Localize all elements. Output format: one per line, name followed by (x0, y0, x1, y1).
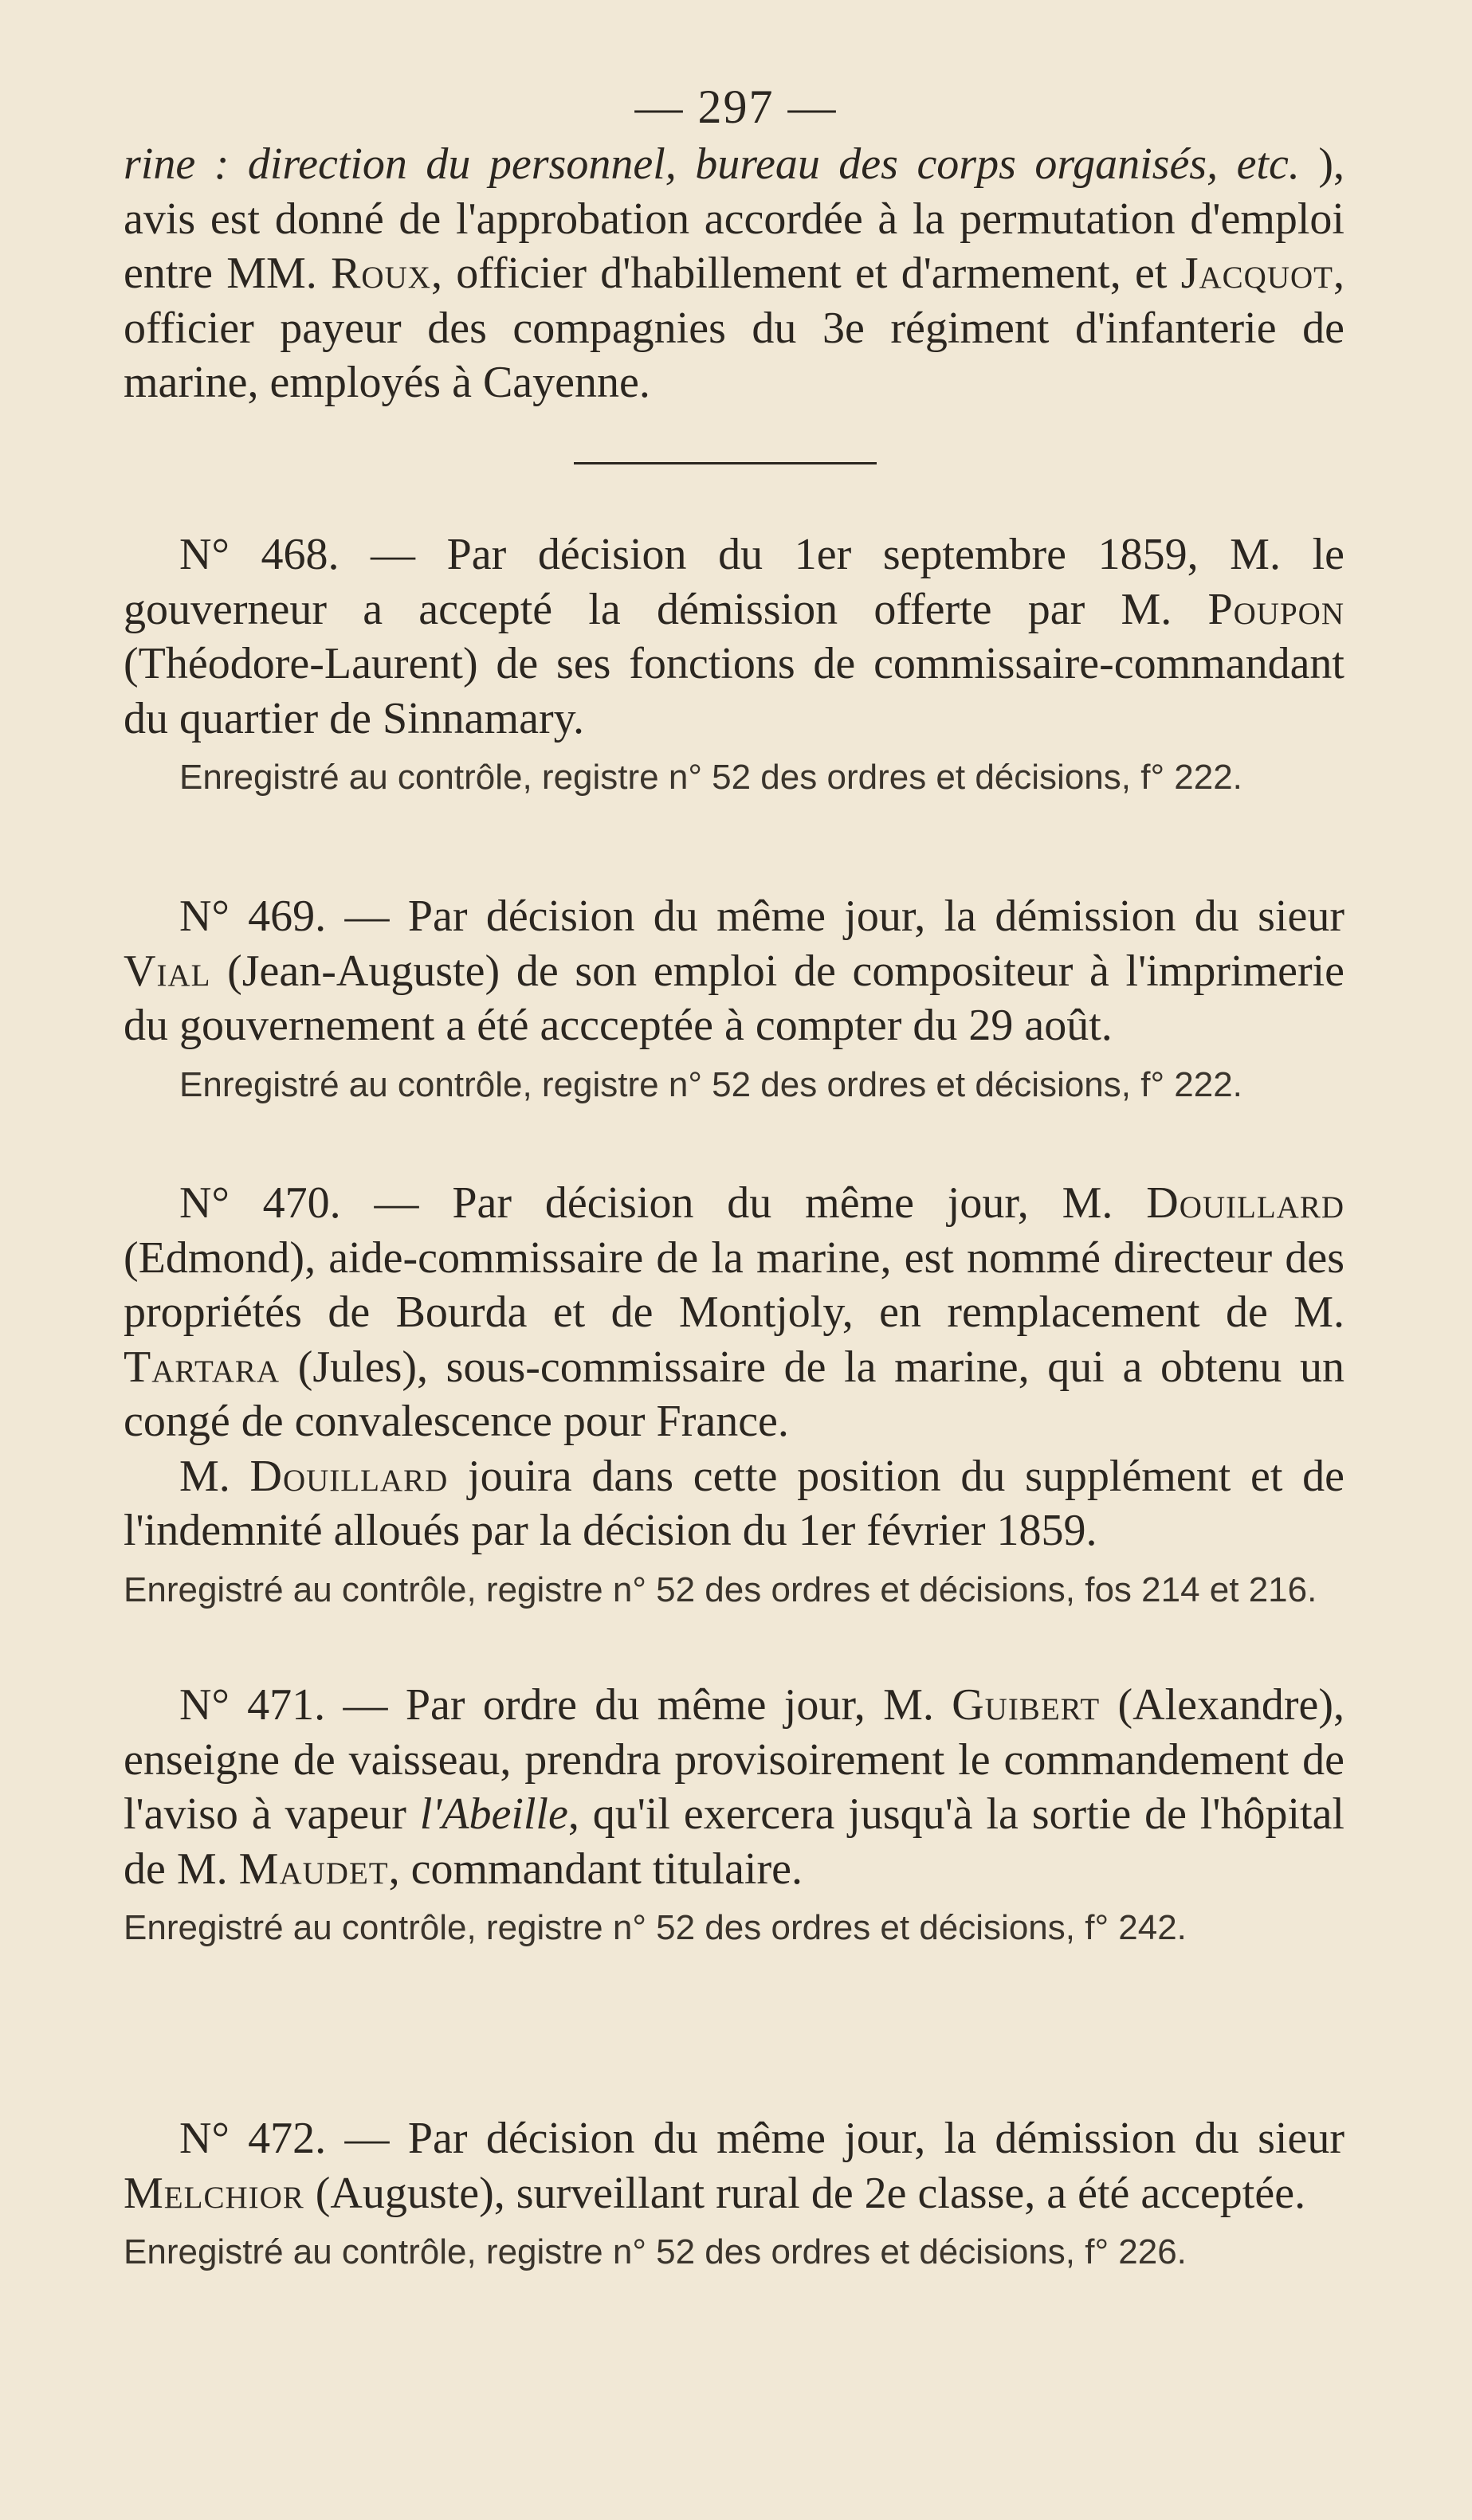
entry-tail: (Jean-Auguste) de son emploi de compositeur à l'imprimerie du gouvernement a été accceptée à compter du 29 août. (124, 946, 1344, 1050)
entry-469 (124, 889, 1344, 1111)
entry-text (124, 1678, 1344, 1896)
entry-p2-head: M. (179, 1451, 250, 1501)
entry-text (124, 889, 1344, 1053)
intro-italic-text: rine : direction du personnel, bureau des corps organisés, etc. (124, 139, 1300, 189)
intro-text-a: ), avis est donné de l'approbation accordée à la permutation d'emploi entre MM. (124, 139, 1344, 298)
person-name: Douillard (1146, 1178, 1344, 1228)
entry-head: N° 472. — Par décision du même jour, la démission du sieur (179, 2114, 1344, 2163)
person-name-2: Maudet (238, 1844, 389, 1894)
entry-tail: , commandant titulaire. (388, 1844, 803, 1894)
entry-text-2 (124, 1449, 1344, 1558)
entry-p2-tail: jouira dans cette position du supplément et de l'indemnité alloués par la décision du 1er février 1859. (124, 1451, 1344, 1555)
entry-468 (124, 527, 1344, 803)
intro-paragraph (124, 137, 1344, 410)
entry-mid: (Edmond), aide-commissaire de la marine, est nommé directeur des propriétés de Bourda et de Montjoly, en remplacement de M. (124, 1233, 1344, 1337)
entry-head: N° 470. — Par décision du même jour, M. (179, 1178, 1147, 1228)
entry-head: N° 471. — Par ordre du même jour, M. (179, 1680, 952, 1730)
entry-tail: (Jules), sous-commissaire de la marine, qui a obtenu un congé de convalescence pour France. (124, 1342, 1344, 1446)
separator-rule (574, 462, 877, 464)
registration-note: Enregistré au contrôle, registre n° 52 des ordres et décisions, f° 226. (124, 2232, 1187, 2271)
entry-mid-2: , qu'il exercera jusqu'à la sortie de l'hôpital de M. (124, 1789, 1344, 1894)
entry-head: N° 469. — Par décision du même jour, la démission du sieur (179, 892, 1344, 941)
entry-head: N° 468. — Par décision du 1er septembre 1859, M. le gouverneur a accepté la démission offerte par M. (124, 530, 1344, 634)
person-name-2: Tartara (124, 1342, 281, 1392)
registration-note: Enregistré au contrôle, registre n° 52 des ordres et décisions, f° 242. (124, 1908, 1187, 1947)
entry-tail: (Auguste), surveillant rural de 2e classe, a été acceptée. (304, 2168, 1306, 2218)
person-name: Poupon (1207, 584, 1344, 634)
name-jacquot: Jacquot (1180, 249, 1333, 298)
entry-tail: (Théodore-Laurent) de ses fonctions de commissaire-commandant du quartier de Sinnamary. (124, 639, 1344, 743)
person-name: Melchior (124, 2168, 304, 2218)
person-name: Vial (124, 946, 211, 996)
entry-472 (124, 2111, 1344, 2278)
entry-text (124, 527, 1344, 746)
entry-mid: (Alexandre), enseigne de vaisseau, prendra provisoirement le commandement de l'aviso à vapeur (124, 1680, 1344, 1839)
registration-note: Enregistré au contrôle, registre n° 52 des ordres et décisions, f° 222. (179, 758, 1242, 797)
registration-note: Enregistré au contrôle, registre n° 52 des ordres et décisions, f° 222. (179, 1064, 1242, 1104)
entry-text (124, 2111, 1344, 2220)
person-name-3: Douillard (249, 1451, 449, 1501)
entry-470 (124, 1176, 1344, 1616)
person-name: Guibert (952, 1680, 1101, 1730)
ship-name: l'Abeille (419, 1789, 568, 1839)
entry-471 (124, 1678, 1344, 1954)
registration-note: Enregistré au contrôle, registre n° 52 des ordres et décisions, fos 214 et 216. (124, 1570, 1317, 1609)
name-roux: Roux (331, 249, 431, 298)
page-number: — 297 — (634, 80, 838, 133)
intro-text-c: , officier payeur des compagnies du 3e régiment d'infanterie de marine, employés à Cayenne. (124, 249, 1344, 407)
intro-text-b: , officier d'habillement et d'armement, et (430, 249, 1181, 298)
intro-paragraph-block (124, 137, 1344, 410)
entry-text (124, 1176, 1344, 1449)
